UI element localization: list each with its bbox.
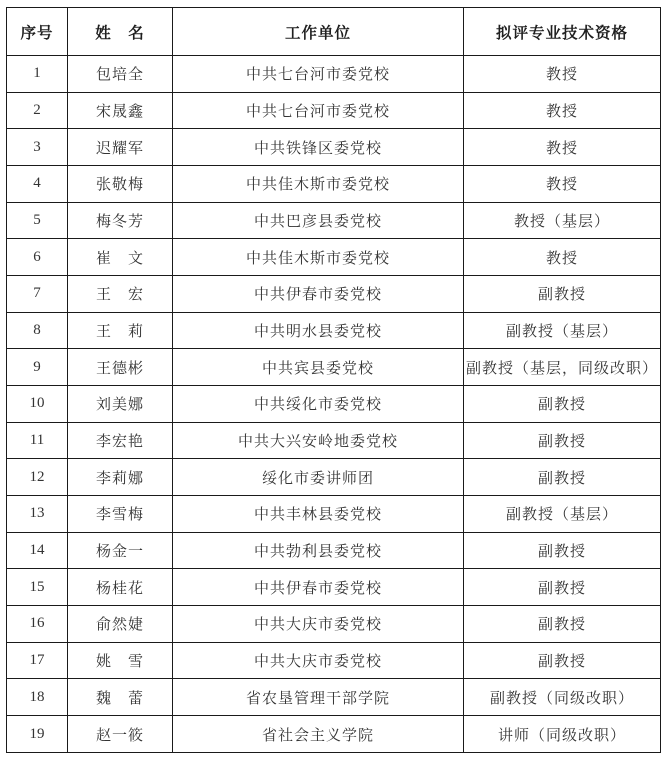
work-unit-cell: 中共明水县委党校 <box>173 312 464 349</box>
qualification-cell: 副教授 <box>464 422 661 459</box>
qualification-cell: 副教授 <box>464 386 661 423</box>
qualification-cell: 教授 <box>464 239 661 276</box>
table-row <box>7 129 661 166</box>
table-body <box>7 56 661 753</box>
qualification-cell: 教授 <box>464 92 661 129</box>
table-row <box>7 422 661 459</box>
work-unit-cell: 中共勃利县委党校 <box>173 532 464 569</box>
qualification-cell: 副教授 <box>464 642 661 679</box>
name-cell: 王 宏 <box>68 276 173 313</box>
name-cell: 梅冬芳 <box>68 202 173 239</box>
work-unit-cell: 中共丰林县委党校 <box>173 496 464 533</box>
work-unit-cell: 中共伊春市委党校 <box>173 276 464 313</box>
work-unit-cell: 中共宾县委党校 <box>173 349 464 386</box>
name-cell: 王德彬 <box>68 349 173 386</box>
table-row <box>7 679 661 716</box>
table-row <box>7 276 661 313</box>
work-unit-cell: 中共巴彦县委党校 <box>173 202 464 239</box>
work-unit-cell: 中共铁锋区委党校 <box>173 129 464 166</box>
header-row <box>7 8 661 56</box>
qualification-cell: 讲师（同级改职） <box>464 716 661 753</box>
name-cell: 迟耀军 <box>68 129 173 166</box>
work-unit-cell: 省社会主义学院 <box>173 716 464 753</box>
name-cell: 宋晟鑫 <box>68 92 173 129</box>
table-row <box>7 459 661 496</box>
qualification-cell: 副教授 <box>464 276 661 313</box>
table-row <box>7 56 661 93</box>
qualification-cell: 教授 <box>464 56 661 93</box>
serial-number-cell: 15 <box>7 569 68 606</box>
work-unit-cell: 绥化市委讲师团 <box>173 459 464 496</box>
name-cell: 张敬梅 <box>68 166 173 203</box>
table-row <box>7 349 661 386</box>
serial-number-cell: 14 <box>7 532 68 569</box>
serial-number-cell: 10 <box>7 386 68 423</box>
serial-number-cell: 1 <box>7 56 68 93</box>
table-row <box>7 496 661 533</box>
serial-number-cell: 12 <box>7 459 68 496</box>
table-row <box>7 606 661 643</box>
table-row <box>7 92 661 129</box>
name-cell: 李莉娜 <box>68 459 173 496</box>
qualification-cell: 副教授（基层） <box>464 496 661 533</box>
qualification-cell: 教授 <box>464 166 661 203</box>
qualification-cell: 教授（基层） <box>464 202 661 239</box>
serial-number-cell: 16 <box>7 606 68 643</box>
work-unit-cell: 中共大庆市委党校 <box>173 606 464 643</box>
work-unit-cell: 中共七台河市委党校 <box>173 56 464 93</box>
serial-number-cell: 6 <box>7 239 68 276</box>
serial-number-cell: 7 <box>7 276 68 313</box>
name-cell: 李宏艳 <box>68 422 173 459</box>
header-serial-number: 序号 <box>7 8 68 56</box>
name-cell: 李雪梅 <box>68 496 173 533</box>
qualification-cell: 副教授 <box>464 532 661 569</box>
table-header <box>7 8 661 56</box>
name-cell: 杨桂花 <box>68 569 173 606</box>
name-cell: 俞然婕 <box>68 606 173 643</box>
header-proposed-qualification: 拟评专业技术资格 <box>464 8 661 56</box>
qualification-cell: 教授 <box>464 129 661 166</box>
name-cell: 魏 蕾 <box>68 679 173 716</box>
table-row <box>7 642 661 679</box>
name-cell: 赵一筱 <box>68 716 173 753</box>
serial-number-cell: 9 <box>7 349 68 386</box>
work-unit-cell: 中共伊春市委党校 <box>173 569 464 606</box>
table-row <box>7 569 661 606</box>
name-cell: 王 莉 <box>68 312 173 349</box>
work-unit-cell: 中共七台河市委党校 <box>173 92 464 129</box>
header-work-unit: 工作单位 <box>173 8 464 56</box>
serial-number-cell: 2 <box>7 92 68 129</box>
qualification-roster-table <box>6 7 661 753</box>
serial-number-cell: 8 <box>7 312 68 349</box>
table-row <box>7 239 661 276</box>
qualification-cell: 副教授 <box>464 459 661 496</box>
name-cell: 刘美娜 <box>68 386 173 423</box>
serial-number-cell: 4 <box>7 166 68 203</box>
work-unit-cell: 中共大庆市委党校 <box>173 642 464 679</box>
qualification-cell: 副教授 <box>464 569 661 606</box>
work-unit-cell: 中共大兴安岭地委党校 <box>173 422 464 459</box>
serial-number-cell: 19 <box>7 716 68 753</box>
table-row <box>7 312 661 349</box>
table-row <box>7 166 661 203</box>
qualification-cell: 副教授（基层） <box>464 312 661 349</box>
qualification-cell: 副教授（同级改职） <box>464 679 661 716</box>
serial-number-cell: 18 <box>7 679 68 716</box>
table-row <box>7 386 661 423</box>
work-unit-cell: 中共佳木斯市委党校 <box>173 239 464 276</box>
serial-number-cell: 5 <box>7 202 68 239</box>
qualification-cell: 副教授（基层，同级改职） <box>464 349 661 386</box>
work-unit-cell: 省农垦管理干部学院 <box>173 679 464 716</box>
name-cell: 姚 雪 <box>68 642 173 679</box>
serial-number-cell: 13 <box>7 496 68 533</box>
table-row <box>7 202 661 239</box>
qualification-cell: 副教授 <box>464 606 661 643</box>
serial-number-cell: 3 <box>7 129 68 166</box>
name-cell: 包培全 <box>68 56 173 93</box>
work-unit-cell: 中共佳木斯市委党校 <box>173 166 464 203</box>
header-name: 姓 名 <box>68 8 173 56</box>
name-cell: 杨金一 <box>68 532 173 569</box>
name-cell: 崔 文 <box>68 239 173 276</box>
serial-number-cell: 11 <box>7 422 68 459</box>
table-row <box>7 532 661 569</box>
table-row <box>7 716 661 753</box>
work-unit-cell: 中共绥化市委党校 <box>173 386 464 423</box>
serial-number-cell: 17 <box>7 642 68 679</box>
